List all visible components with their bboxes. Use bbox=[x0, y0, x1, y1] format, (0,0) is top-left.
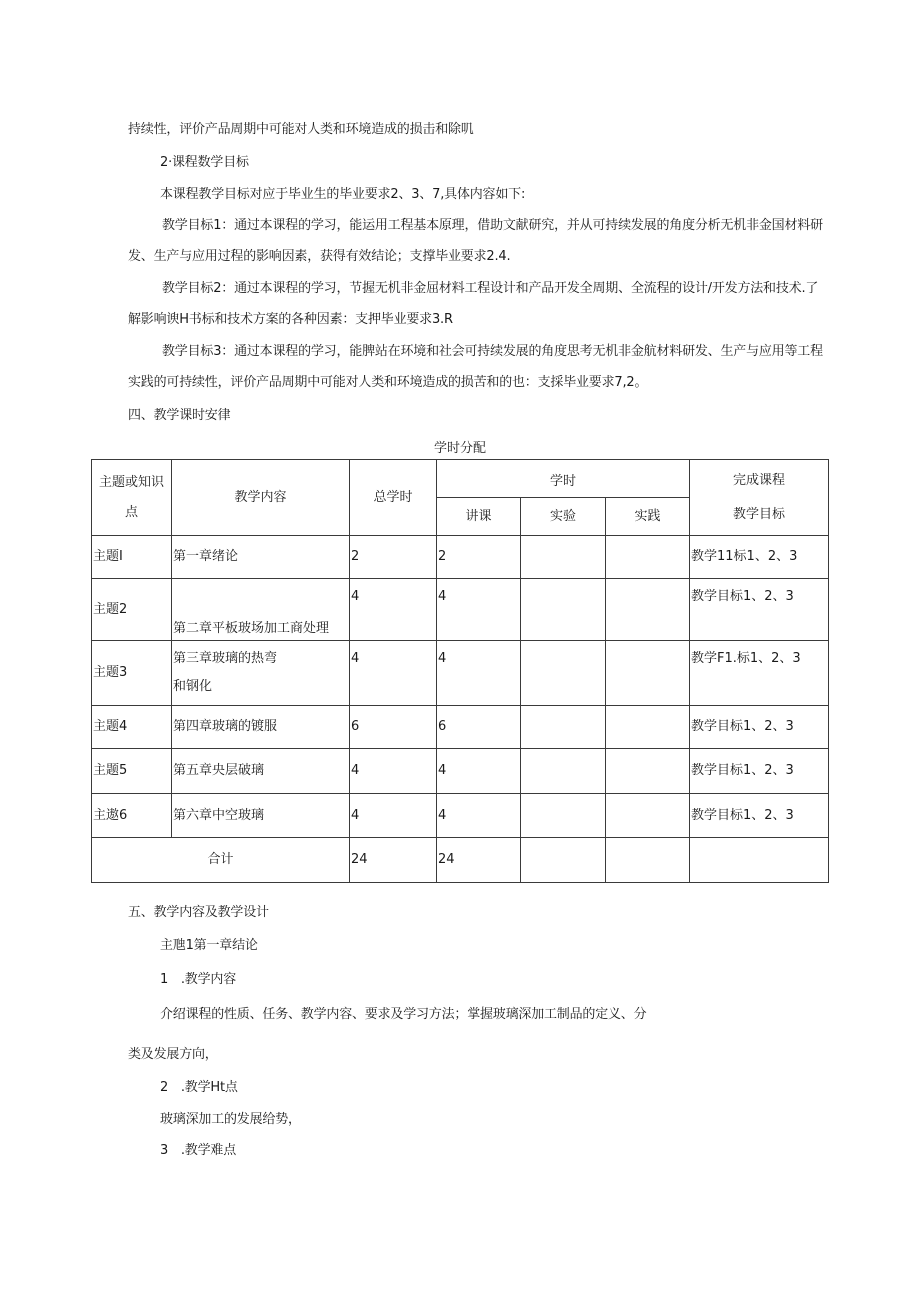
goal3-line1: 教学目标3：通过本课程的学习，能脾站在环境和社会可持续发展的角度思考无机非金航材料研发、生产与应用等工程 bbox=[162, 344, 823, 359]
cell-content: 第五章央层破璃 bbox=[172, 749, 350, 794]
cell-practice bbox=[606, 536, 690, 579]
cell-content-line1: 第三章玻璃的热弯 bbox=[173, 651, 278, 666]
cell-topic: 主题5 bbox=[92, 749, 172, 794]
subsection-heading-course-goals: 2·课程数学目标 bbox=[160, 155, 249, 170]
item1-heading: 1 .教学内容 bbox=[160, 972, 237, 987]
cell-lecture: 4 bbox=[437, 749, 521, 794]
cell-experiment bbox=[521, 749, 606, 794]
cell-goal: 教学目标1、2、3 bbox=[690, 794, 829, 838]
cell-goal: 教学目标1、2、3 bbox=[690, 749, 829, 794]
cell-experiment bbox=[521, 706, 606, 749]
cell-content: 第二章平板玻场加工商处理 bbox=[172, 579, 350, 641]
goal2-line2: 解影响谀H书标和技术方案的各种因素：支押毕业要求3.R bbox=[128, 312, 453, 327]
cell-topic: 主题4 bbox=[92, 706, 172, 749]
table-total-row bbox=[92, 838, 829, 883]
cell-topic: 主遨6 bbox=[92, 794, 172, 838]
cell-content-line2: 和钢化 bbox=[173, 679, 213, 694]
cell-goal bbox=[690, 838, 829, 883]
table-row bbox=[92, 536, 829, 579]
cell-total: 4 bbox=[350, 641, 437, 706]
paragraph-intro: 本课程教学目标对应于毕业生的毕业要求2、3、7,具体内容如下: bbox=[160, 187, 526, 202]
cell-goal: 教学目标1、2、3 bbox=[690, 579, 829, 641]
cell-content bbox=[172, 641, 350, 706]
header-lecture: 讲课 bbox=[437, 498, 521, 536]
cell-topic: 主题2 bbox=[92, 579, 172, 641]
item2-text: 玻璃深加工的发展给势， bbox=[160, 1112, 301, 1127]
cell-lecture: 2 bbox=[437, 536, 521, 579]
table-row bbox=[92, 706, 829, 749]
cell-practice bbox=[606, 579, 690, 641]
header-total-hours: 总学时 bbox=[350, 460, 437, 536]
paragraph-continuation: 持续性，评价产品周期中可能对人类和环境造成的损击和除叽 bbox=[128, 122, 474, 137]
cell-goal: 教学F1.标1、2、3 bbox=[690, 641, 829, 706]
cell-experiment bbox=[521, 579, 606, 641]
header-goal-line2: 教学目标 bbox=[732, 506, 785, 522]
cell-experiment bbox=[521, 794, 606, 838]
header-practice: 实践 bbox=[606, 498, 690, 536]
cell-total: 4 bbox=[350, 579, 437, 641]
table-row bbox=[92, 579, 829, 641]
cell-total: 6 bbox=[350, 706, 437, 749]
cell-topic: 主题3 bbox=[92, 641, 172, 706]
header-hours: 学时 bbox=[437, 460, 690, 498]
table-row bbox=[92, 794, 829, 838]
header-topic bbox=[92, 460, 172, 536]
section-heading-4: 四、教学课时安律 bbox=[128, 408, 231, 423]
item2-heading: 2 .教学Ht点 bbox=[160, 1080, 238, 1095]
cell-lecture: 24 bbox=[437, 838, 521, 883]
cell-experiment bbox=[521, 838, 606, 883]
header-topic-line2: 点 bbox=[124, 504, 138, 520]
cell-total-label: 合计 bbox=[92, 838, 350, 883]
header-content: 教学内容 bbox=[172, 460, 350, 536]
table-row bbox=[92, 749, 829, 794]
goal1-line1: 教学目标1：通过本课程的学习，能运用工程基本原理，借助文献研究，并从可持续发展的角度分析无机非金国材料研 bbox=[162, 218, 823, 233]
cell-content: 第六章中空玻璃 bbox=[172, 794, 350, 838]
cell-lecture: 4 bbox=[437, 794, 521, 838]
cell-lecture: 4 bbox=[437, 579, 521, 641]
cell-goal: 教学目标1、2、3 bbox=[690, 706, 829, 749]
header-experiment: 实验 bbox=[521, 498, 606, 536]
cell-topic: 主题I bbox=[92, 536, 172, 579]
header-topic-line1: 主题或知识 bbox=[98, 474, 164, 490]
cell-total: 24 bbox=[350, 838, 437, 883]
goal1-line2: 发、生产与应用过程的影响因素，获得有效结论；支撑毕业要求2.4. bbox=[128, 249, 511, 264]
topic1-heading: 主虺1第一章结论 bbox=[160, 938, 258, 953]
item1-text-line1: 介绍课程的性质、任务、教学内容、要求及学习方法；掌握玻璃深加工制品的定义、分 bbox=[160, 1007, 647, 1022]
cell-goal: 教学11标1、2、3 bbox=[690, 536, 829, 579]
goal3-line2: 实践的可持续性，评价产品周期中可能对人类和环境造成的损苦和的也：支採毕业要求7,2。 bbox=[128, 375, 648, 390]
item1-text-line2: 类及发展方向， bbox=[128, 1047, 218, 1062]
cell-practice bbox=[606, 641, 690, 706]
cell-total: 4 bbox=[350, 794, 437, 838]
cell-experiment bbox=[521, 536, 606, 579]
cell-lecture: 4 bbox=[437, 641, 521, 706]
header-goal bbox=[690, 460, 829, 536]
hours-allocation-table bbox=[91, 459, 829, 883]
table-caption: 学时分配 bbox=[433, 441, 486, 456]
table-row bbox=[92, 641, 829, 706]
goal2-line1: 教学目标2：通过本课程的学习，节握无机非金屈材料工程设计和产品开发全周期、全流程的设计/开发方法和技术.了 bbox=[162, 281, 819, 296]
cell-content: 第一章绪论 bbox=[172, 536, 350, 579]
cell-practice bbox=[606, 749, 690, 794]
cell-lecture: 6 bbox=[437, 706, 521, 749]
cell-total: 2 bbox=[350, 536, 437, 579]
cell-experiment bbox=[521, 641, 606, 706]
cell-practice bbox=[606, 838, 690, 883]
cell-total: 4 bbox=[350, 749, 437, 794]
section-heading-5: 五、教学内容及教学设计 bbox=[128, 905, 269, 920]
header-goal-line1: 完成课程 bbox=[732, 472, 785, 488]
cell-practice bbox=[606, 794, 690, 838]
cell-content: 第四章玻璃的镀服 bbox=[172, 706, 350, 749]
cell-practice bbox=[606, 706, 690, 749]
item3-heading: 3 .教学难点 bbox=[160, 1143, 237, 1158]
